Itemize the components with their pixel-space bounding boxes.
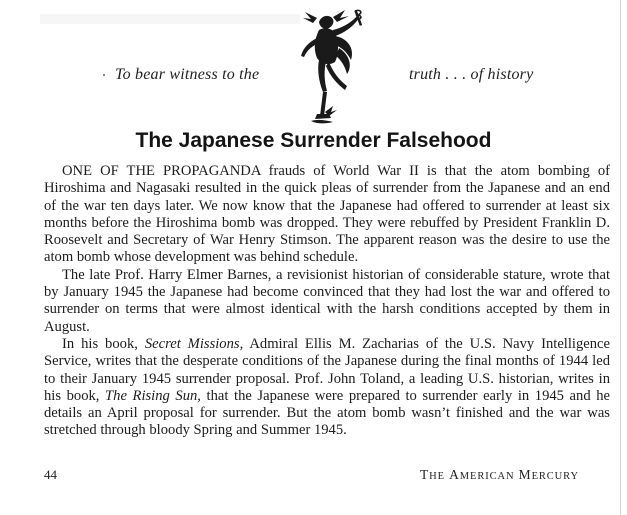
paragraph-text: The late Prof. Harry Elmer Barnes, a revisionist historian of considerable stature, wrote that by January 1945 the Japanese had become convinced that they had lost the war and offered to surrender on terms that were almost identical with the harsh conditions accepted by them in August. — [44, 266, 610, 335]
scan-smudge — [40, 14, 300, 24]
article-title: The Japanese Surrender Falsehood — [135, 129, 492, 152]
motto-right: truth . . . of history — [409, 66, 534, 83]
paragraph-text: that the Japanese were prepared to surrender early in 1945 and he details an April proposal for surrender. But the atom bomb wasn’t finished and the war was stretched through bloody Spring and Summer 1945. — [44, 387, 610, 439]
paragraph-text: ONE OF THE PROPAGANDA frauds of World War II is that the atom bombing of Hiroshima and Nagasaki resulted in the quick pleas of surrender from the Japanese and an end of the war ten days later. We now know that the Japanese had offered to surrender at least six months before the Hiroshima bomb was dropped. They were rebuffed by President Franklin D. Roosevelt and Secretary of War Henry Stimson. The apparent reason was the desire to use the atom bomb whose development was behind schedule. — [44, 163, 610, 266]
page-edge-line — [620, 0, 621, 515]
mercury-figure-icon — [295, 8, 367, 126]
page-number: 44 — [44, 467, 57, 482]
print-speck — [103, 74, 105, 76]
running-footer: THE AMERICAN MERCURY — [420, 467, 579, 482]
paragraph-text: In his book, — [62, 335, 145, 352]
article-paragraph-1 — [44, 163, 610, 267]
book-title: Secret Missions, — [144, 335, 244, 352]
book-title: The Rising Sun, — [105, 387, 201, 404]
article-body — [44, 163, 610, 440]
article-paragraph-2 — [44, 267, 610, 336]
motto-left: To bear witness to the — [115, 66, 260, 83]
paragraph-text: Admiral Ellis M. Zacharias of the U.S. Navy Intelligence Service, writes that the desperate conditions of the Japanese during the final months of 1944 led to their January 1945 surrender proposal. Prof. John Toland, a leading U.S. historian, writes in his book, — [44, 335, 610, 404]
article-paragraph-3 — [44, 336, 610, 440]
